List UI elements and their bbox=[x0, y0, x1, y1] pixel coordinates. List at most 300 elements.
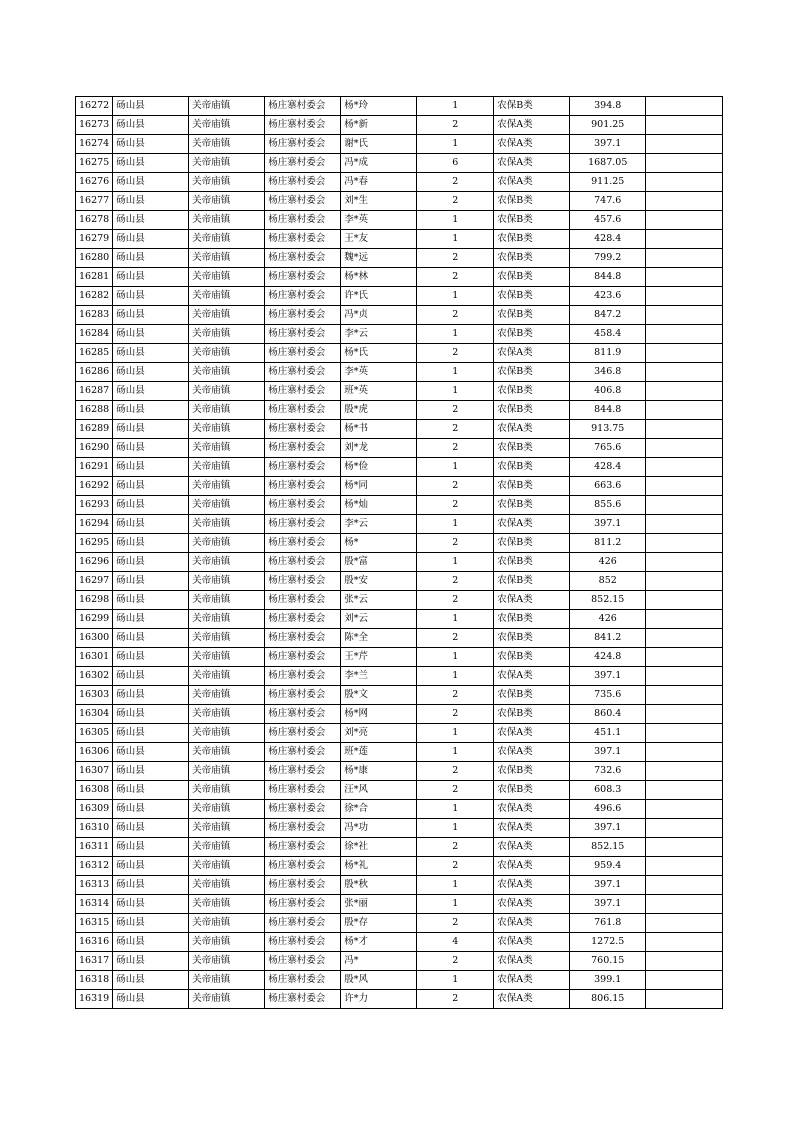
name-cell: 冯*春 bbox=[341, 173, 417, 192]
note-cell bbox=[646, 952, 723, 971]
row-id-cell: 16310 bbox=[76, 819, 113, 838]
village-cell: 杨庄寨村委会 bbox=[265, 553, 341, 572]
name-cell: 魏*远 bbox=[341, 249, 417, 268]
name-cell: 杨*灿 bbox=[341, 496, 417, 515]
name-cell: 杨*同 bbox=[341, 477, 417, 496]
note-cell bbox=[646, 629, 723, 648]
town-cell: 关帝庙镇 bbox=[189, 572, 265, 591]
row-id-cell: 16291 bbox=[76, 458, 113, 477]
insurance-type-cell: 农保A类 bbox=[494, 173, 570, 192]
county-cell: 砀山县 bbox=[113, 591, 189, 610]
county-cell: 砀山县 bbox=[113, 705, 189, 724]
row-id-cell: 16273 bbox=[76, 116, 113, 135]
row-id-cell: 16297 bbox=[76, 572, 113, 591]
table-row bbox=[76, 800, 723, 819]
household-count-cell: 2 bbox=[417, 990, 494, 1009]
insurance-type-cell: 农保B类 bbox=[494, 610, 570, 629]
amount-cell: 451.1 bbox=[570, 724, 646, 743]
town-cell: 关帝庙镇 bbox=[189, 325, 265, 344]
town-cell: 关帝庙镇 bbox=[189, 306, 265, 325]
county-cell: 砀山县 bbox=[113, 515, 189, 534]
name-cell: 杨* bbox=[341, 534, 417, 553]
village-cell: 杨庄寨村委会 bbox=[265, 325, 341, 344]
name-cell: 杨*俭 bbox=[341, 458, 417, 477]
town-cell: 关帝庙镇 bbox=[189, 230, 265, 249]
village-cell: 杨庄寨村委会 bbox=[265, 306, 341, 325]
town-cell: 关帝庙镇 bbox=[189, 667, 265, 686]
table-row bbox=[76, 553, 723, 572]
note-cell bbox=[646, 819, 723, 838]
note-cell bbox=[646, 933, 723, 952]
county-cell: 砀山县 bbox=[113, 781, 189, 800]
household-count-cell: 1 bbox=[417, 515, 494, 534]
household-count-cell: 2 bbox=[417, 439, 494, 458]
town-cell: 关帝庙镇 bbox=[189, 800, 265, 819]
town-cell: 关帝庙镇 bbox=[189, 477, 265, 496]
insurance-type-cell: 农保B类 bbox=[494, 192, 570, 211]
town-cell: 关帝庙镇 bbox=[189, 952, 265, 971]
household-count-cell: 2 bbox=[417, 705, 494, 724]
row-id-cell: 16305 bbox=[76, 724, 113, 743]
note-cell bbox=[646, 705, 723, 724]
household-count-cell: 1 bbox=[417, 648, 494, 667]
town-cell: 关帝庙镇 bbox=[189, 154, 265, 173]
insurance-type-cell: 农保A类 bbox=[494, 800, 570, 819]
household-count-cell: 4 bbox=[417, 933, 494, 952]
name-cell: 许*氏 bbox=[341, 287, 417, 306]
row-id-cell: 16318 bbox=[76, 971, 113, 990]
county-cell: 砀山县 bbox=[113, 724, 189, 743]
household-count-cell: 1 bbox=[417, 819, 494, 838]
village-cell: 杨庄寨村委会 bbox=[265, 724, 341, 743]
note-cell bbox=[646, 363, 723, 382]
note-cell bbox=[646, 173, 723, 192]
row-id-cell: 16303 bbox=[76, 686, 113, 705]
amount-cell: 397.1 bbox=[570, 515, 646, 534]
village-cell: 杨庄寨村委会 bbox=[265, 515, 341, 534]
household-count-cell: 1 bbox=[417, 610, 494, 629]
village-cell: 杨庄寨村委会 bbox=[265, 667, 341, 686]
amount-cell: 761.8 bbox=[570, 914, 646, 933]
village-cell: 杨庄寨村委会 bbox=[265, 192, 341, 211]
household-count-cell: 2 bbox=[417, 572, 494, 591]
county-cell: 砀山县 bbox=[113, 667, 189, 686]
name-cell: 杨*林 bbox=[341, 268, 417, 287]
county-cell: 砀山县 bbox=[113, 800, 189, 819]
village-cell: 杨庄寨村委会 bbox=[265, 933, 341, 952]
county-cell: 砀山县 bbox=[113, 211, 189, 230]
table-row bbox=[76, 914, 723, 933]
name-cell: 刘*龙 bbox=[341, 439, 417, 458]
household-count-cell: 2 bbox=[417, 477, 494, 496]
village-cell: 杨庄寨村委会 bbox=[265, 97, 341, 116]
village-cell: 杨庄寨村委会 bbox=[265, 838, 341, 857]
town-cell: 关帝庙镇 bbox=[189, 648, 265, 667]
note-cell bbox=[646, 135, 723, 154]
household-count-cell: 2 bbox=[417, 249, 494, 268]
village-cell: 杨庄寨村委会 bbox=[265, 363, 341, 382]
county-cell: 砀山县 bbox=[113, 933, 189, 952]
note-cell bbox=[646, 553, 723, 572]
household-count-cell: 1 bbox=[417, 97, 494, 116]
name-cell: 李*云 bbox=[341, 515, 417, 534]
insurance-type-cell: 农保B类 bbox=[494, 363, 570, 382]
note-cell bbox=[646, 515, 723, 534]
table-row bbox=[76, 439, 723, 458]
insurance-type-cell: 农保B类 bbox=[494, 534, 570, 553]
name-cell: 李*英 bbox=[341, 211, 417, 230]
note-cell bbox=[646, 648, 723, 667]
table-row bbox=[76, 230, 723, 249]
village-cell: 杨庄寨村委会 bbox=[265, 135, 341, 154]
county-cell: 砀山县 bbox=[113, 173, 189, 192]
town-cell: 关帝庙镇 bbox=[189, 496, 265, 515]
village-cell: 杨庄寨村委会 bbox=[265, 971, 341, 990]
insurance-type-cell: 农保B类 bbox=[494, 306, 570, 325]
town-cell: 关帝庙镇 bbox=[189, 382, 265, 401]
note-cell bbox=[646, 458, 723, 477]
amount-cell: 397.1 bbox=[570, 667, 646, 686]
county-cell: 砀山县 bbox=[113, 971, 189, 990]
name-cell: 冯* bbox=[341, 952, 417, 971]
amount-cell: 860.4 bbox=[570, 705, 646, 724]
note-cell bbox=[646, 325, 723, 344]
town-cell: 关帝庙镇 bbox=[189, 914, 265, 933]
note-cell bbox=[646, 990, 723, 1009]
county-cell: 砀山县 bbox=[113, 363, 189, 382]
household-count-cell: 2 bbox=[417, 268, 494, 287]
amount-cell: 1272.5 bbox=[570, 933, 646, 952]
town-cell: 关帝庙镇 bbox=[189, 971, 265, 990]
row-id-cell: 16284 bbox=[76, 325, 113, 344]
amount-cell: 901.25 bbox=[570, 116, 646, 135]
household-count-cell: 2 bbox=[417, 914, 494, 933]
insurance-type-cell: 农保A类 bbox=[494, 667, 570, 686]
table-row bbox=[76, 97, 723, 116]
county-cell: 砀山县 bbox=[113, 686, 189, 705]
village-cell: 杨庄寨村委会 bbox=[265, 439, 341, 458]
amount-cell: 811.2 bbox=[570, 534, 646, 553]
amount-cell: 852.15 bbox=[570, 838, 646, 857]
amount-cell: 747.6 bbox=[570, 192, 646, 211]
row-id-cell: 16278 bbox=[76, 211, 113, 230]
village-cell: 杨庄寨村委会 bbox=[265, 800, 341, 819]
village-cell: 杨庄寨村委会 bbox=[265, 781, 341, 800]
row-id-cell: 16276 bbox=[76, 173, 113, 192]
insurance-type-cell: 农保B类 bbox=[494, 401, 570, 420]
town-cell: 关帝庙镇 bbox=[189, 876, 265, 895]
amount-cell: 732.6 bbox=[570, 762, 646, 781]
county-cell: 砀山县 bbox=[113, 553, 189, 572]
note-cell bbox=[646, 249, 723, 268]
household-count-cell: 2 bbox=[417, 629, 494, 648]
county-cell: 砀山县 bbox=[113, 116, 189, 135]
town-cell: 关帝庙镇 bbox=[189, 781, 265, 800]
county-cell: 砀山县 bbox=[113, 648, 189, 667]
note-cell bbox=[646, 610, 723, 629]
row-id-cell: 16295 bbox=[76, 534, 113, 553]
county-cell: 砀山县 bbox=[113, 192, 189, 211]
village-cell: 杨庄寨村委会 bbox=[265, 382, 341, 401]
row-id-cell: 16272 bbox=[76, 97, 113, 116]
table-row bbox=[76, 515, 723, 534]
note-cell bbox=[646, 667, 723, 686]
village-cell: 杨庄寨村委会 bbox=[265, 990, 341, 1009]
name-cell: 杨*书 bbox=[341, 420, 417, 439]
insurance-type-cell: 农保B类 bbox=[494, 496, 570, 515]
name-cell: 张*云 bbox=[341, 591, 417, 610]
village-cell: 杨庄寨村委会 bbox=[265, 629, 341, 648]
name-cell: 杨*礼 bbox=[341, 857, 417, 876]
note-cell bbox=[646, 401, 723, 420]
village-cell: 杨庄寨村委会 bbox=[265, 344, 341, 363]
amount-cell: 847.2 bbox=[570, 306, 646, 325]
amount-cell: 765.6 bbox=[570, 439, 646, 458]
row-id-cell: 16279 bbox=[76, 230, 113, 249]
village-cell: 杨庄寨村委会 bbox=[265, 762, 341, 781]
row-id-cell: 16306 bbox=[76, 743, 113, 762]
insurance-type-cell: 农保A类 bbox=[494, 990, 570, 1009]
county-cell: 砀山县 bbox=[113, 572, 189, 591]
row-id-cell: 16289 bbox=[76, 420, 113, 439]
county-cell: 砀山县 bbox=[113, 439, 189, 458]
row-id-cell: 16298 bbox=[76, 591, 113, 610]
table-row bbox=[76, 344, 723, 363]
table-row bbox=[76, 762, 723, 781]
table-row bbox=[76, 724, 723, 743]
county-cell: 砀山县 bbox=[113, 401, 189, 420]
household-count-cell: 2 bbox=[417, 591, 494, 610]
row-id-cell: 16311 bbox=[76, 838, 113, 857]
records-table-body bbox=[76, 97, 723, 1009]
note-cell bbox=[646, 477, 723, 496]
note-cell bbox=[646, 287, 723, 306]
table-row bbox=[76, 705, 723, 724]
town-cell: 关帝庙镇 bbox=[189, 990, 265, 1009]
county-cell: 砀山县 bbox=[113, 420, 189, 439]
note-cell bbox=[646, 591, 723, 610]
row-id-cell: 16316 bbox=[76, 933, 113, 952]
insurance-type-cell: 农保B类 bbox=[494, 572, 570, 591]
amount-cell: 760.15 bbox=[570, 952, 646, 971]
town-cell: 关帝庙镇 bbox=[189, 610, 265, 629]
table-row bbox=[76, 895, 723, 914]
town-cell: 关帝庙镇 bbox=[189, 933, 265, 952]
county-cell: 砀山县 bbox=[113, 895, 189, 914]
note-cell bbox=[646, 800, 723, 819]
insurance-type-cell: 农保A类 bbox=[494, 591, 570, 610]
household-count-cell: 1 bbox=[417, 458, 494, 477]
amount-cell: 397.1 bbox=[570, 819, 646, 838]
row-id-cell: 16312 bbox=[76, 857, 113, 876]
note-cell bbox=[646, 439, 723, 458]
note-cell bbox=[646, 192, 723, 211]
row-id-cell: 16274 bbox=[76, 135, 113, 154]
name-cell: 许*力 bbox=[341, 990, 417, 1009]
row-id-cell: 16319 bbox=[76, 990, 113, 1009]
note-cell bbox=[646, 534, 723, 553]
amount-cell: 496.6 bbox=[570, 800, 646, 819]
amount-cell: 852.15 bbox=[570, 591, 646, 610]
household-count-cell: 1 bbox=[417, 743, 494, 762]
amount-cell: 735.6 bbox=[570, 686, 646, 705]
amount-cell: 457.6 bbox=[570, 211, 646, 230]
note-cell bbox=[646, 724, 723, 743]
row-id-cell: 16301 bbox=[76, 648, 113, 667]
county-cell: 砀山县 bbox=[113, 629, 189, 648]
village-cell: 杨庄寨村委会 bbox=[265, 705, 341, 724]
amount-cell: 1687.05 bbox=[570, 154, 646, 173]
village-cell: 杨庄寨村委会 bbox=[265, 116, 341, 135]
insurance-type-cell: 农保B类 bbox=[494, 458, 570, 477]
name-cell: 殷*存 bbox=[341, 914, 417, 933]
county-cell: 砀山县 bbox=[113, 287, 189, 306]
village-cell: 杨庄寨村委会 bbox=[265, 420, 341, 439]
note-cell bbox=[646, 97, 723, 116]
name-cell: 陈*全 bbox=[341, 629, 417, 648]
village-cell: 杨庄寨村委会 bbox=[265, 496, 341, 515]
name-cell: 谢*氏 bbox=[341, 135, 417, 154]
village-cell: 杨庄寨村委会 bbox=[265, 458, 341, 477]
insurance-type-cell: 农保A类 bbox=[494, 895, 570, 914]
household-count-cell: 2 bbox=[417, 344, 494, 363]
note-cell bbox=[646, 572, 723, 591]
row-id-cell: 16299 bbox=[76, 610, 113, 629]
name-cell: 殷*富 bbox=[341, 553, 417, 572]
name-cell: 杨*网 bbox=[341, 705, 417, 724]
county-cell: 砀山县 bbox=[113, 268, 189, 287]
table-row bbox=[76, 610, 723, 629]
table-row bbox=[76, 591, 723, 610]
amount-cell: 394.8 bbox=[570, 97, 646, 116]
row-id-cell: 16287 bbox=[76, 382, 113, 401]
village-cell: 杨庄寨村委会 bbox=[265, 268, 341, 287]
household-count-cell: 1 bbox=[417, 800, 494, 819]
household-count-cell: 2 bbox=[417, 401, 494, 420]
note-cell bbox=[646, 762, 723, 781]
row-id-cell: 16280 bbox=[76, 249, 113, 268]
table-row bbox=[76, 876, 723, 895]
county-cell: 砀山县 bbox=[113, 914, 189, 933]
table-row bbox=[76, 306, 723, 325]
village-cell: 杨庄寨村委会 bbox=[265, 173, 341, 192]
household-count-cell: 1 bbox=[417, 382, 494, 401]
name-cell: 杨*氏 bbox=[341, 344, 417, 363]
county-cell: 砀山县 bbox=[113, 344, 189, 363]
records-table bbox=[75, 96, 723, 1009]
table-row bbox=[76, 173, 723, 192]
note-cell bbox=[646, 230, 723, 249]
village-cell: 杨庄寨村委会 bbox=[265, 952, 341, 971]
name-cell: 杨*新 bbox=[341, 116, 417, 135]
name-cell: 殷*虎 bbox=[341, 401, 417, 420]
village-cell: 杨庄寨村委会 bbox=[265, 591, 341, 610]
household-count-cell: 1 bbox=[417, 211, 494, 230]
town-cell: 关帝庙镇 bbox=[189, 629, 265, 648]
amount-cell: 799.2 bbox=[570, 249, 646, 268]
table-row bbox=[76, 971, 723, 990]
village-cell: 杨庄寨村委会 bbox=[265, 534, 341, 553]
note-cell bbox=[646, 914, 723, 933]
table-row bbox=[76, 382, 723, 401]
household-count-cell: 2 bbox=[417, 686, 494, 705]
village-cell: 杨庄寨村委会 bbox=[265, 648, 341, 667]
row-id-cell: 16304 bbox=[76, 705, 113, 724]
amount-cell: 397.1 bbox=[570, 743, 646, 762]
town-cell: 关帝庙镇 bbox=[189, 724, 265, 743]
insurance-type-cell: 农保A类 bbox=[494, 154, 570, 173]
amount-cell: 663.6 bbox=[570, 477, 646, 496]
town-cell: 关帝庙镇 bbox=[189, 819, 265, 838]
insurance-type-cell: 农保A类 bbox=[494, 952, 570, 971]
name-cell: 冯*功 bbox=[341, 819, 417, 838]
amount-cell: 844.8 bbox=[570, 401, 646, 420]
county-cell: 砀山县 bbox=[113, 458, 189, 477]
table-row bbox=[76, 116, 723, 135]
village-cell: 杨庄寨村委会 bbox=[265, 249, 341, 268]
row-id-cell: 16292 bbox=[76, 477, 113, 496]
name-cell: 杨*玲 bbox=[341, 97, 417, 116]
county-cell: 砀山县 bbox=[113, 952, 189, 971]
note-cell bbox=[646, 382, 723, 401]
note-cell bbox=[646, 686, 723, 705]
county-cell: 砀山县 bbox=[113, 819, 189, 838]
table-row bbox=[76, 211, 723, 230]
county-cell: 砀山县 bbox=[113, 306, 189, 325]
household-count-cell: 2 bbox=[417, 116, 494, 135]
town-cell: 关帝庙镇 bbox=[189, 401, 265, 420]
insurance-type-cell: 农保B类 bbox=[494, 781, 570, 800]
household-count-cell: 2 bbox=[417, 838, 494, 857]
amount-cell: 406.8 bbox=[570, 382, 646, 401]
household-count-cell: 1 bbox=[417, 135, 494, 154]
town-cell: 关帝庙镇 bbox=[189, 173, 265, 192]
amount-cell: 397.1 bbox=[570, 135, 646, 154]
name-cell: 班*莲 bbox=[341, 743, 417, 762]
insurance-type-cell: 农保B类 bbox=[494, 268, 570, 287]
county-cell: 砀山县 bbox=[113, 610, 189, 629]
household-count-cell: 2 bbox=[417, 762, 494, 781]
county-cell: 砀山县 bbox=[113, 325, 189, 344]
insurance-type-cell: 农保B类 bbox=[494, 553, 570, 572]
household-count-cell: 2 bbox=[417, 781, 494, 800]
note-cell bbox=[646, 306, 723, 325]
name-cell: 殷*秋 bbox=[341, 876, 417, 895]
table-row bbox=[76, 325, 723, 344]
row-id-cell: 16308 bbox=[76, 781, 113, 800]
town-cell: 关帝庙镇 bbox=[189, 268, 265, 287]
village-cell: 杨庄寨村委会 bbox=[265, 230, 341, 249]
row-id-cell: 16288 bbox=[76, 401, 113, 420]
row-id-cell: 16315 bbox=[76, 914, 113, 933]
household-count-cell: 1 bbox=[417, 876, 494, 895]
name-cell: 张*丽 bbox=[341, 895, 417, 914]
county-cell: 砀山县 bbox=[113, 743, 189, 762]
name-cell: 殷*安 bbox=[341, 572, 417, 591]
town-cell: 关帝庙镇 bbox=[189, 705, 265, 724]
amount-cell: 428.4 bbox=[570, 458, 646, 477]
household-count-cell: 2 bbox=[417, 952, 494, 971]
table-row bbox=[76, 686, 723, 705]
insurance-type-cell: 农保A类 bbox=[494, 838, 570, 857]
row-id-cell: 16282 bbox=[76, 287, 113, 306]
insurance-type-cell: 农保B类 bbox=[494, 325, 570, 344]
village-cell: 杨庄寨村委会 bbox=[265, 401, 341, 420]
table-row bbox=[76, 420, 723, 439]
town-cell: 关帝庙镇 bbox=[189, 420, 265, 439]
town-cell: 关帝庙镇 bbox=[189, 838, 265, 857]
town-cell: 关帝庙镇 bbox=[189, 458, 265, 477]
